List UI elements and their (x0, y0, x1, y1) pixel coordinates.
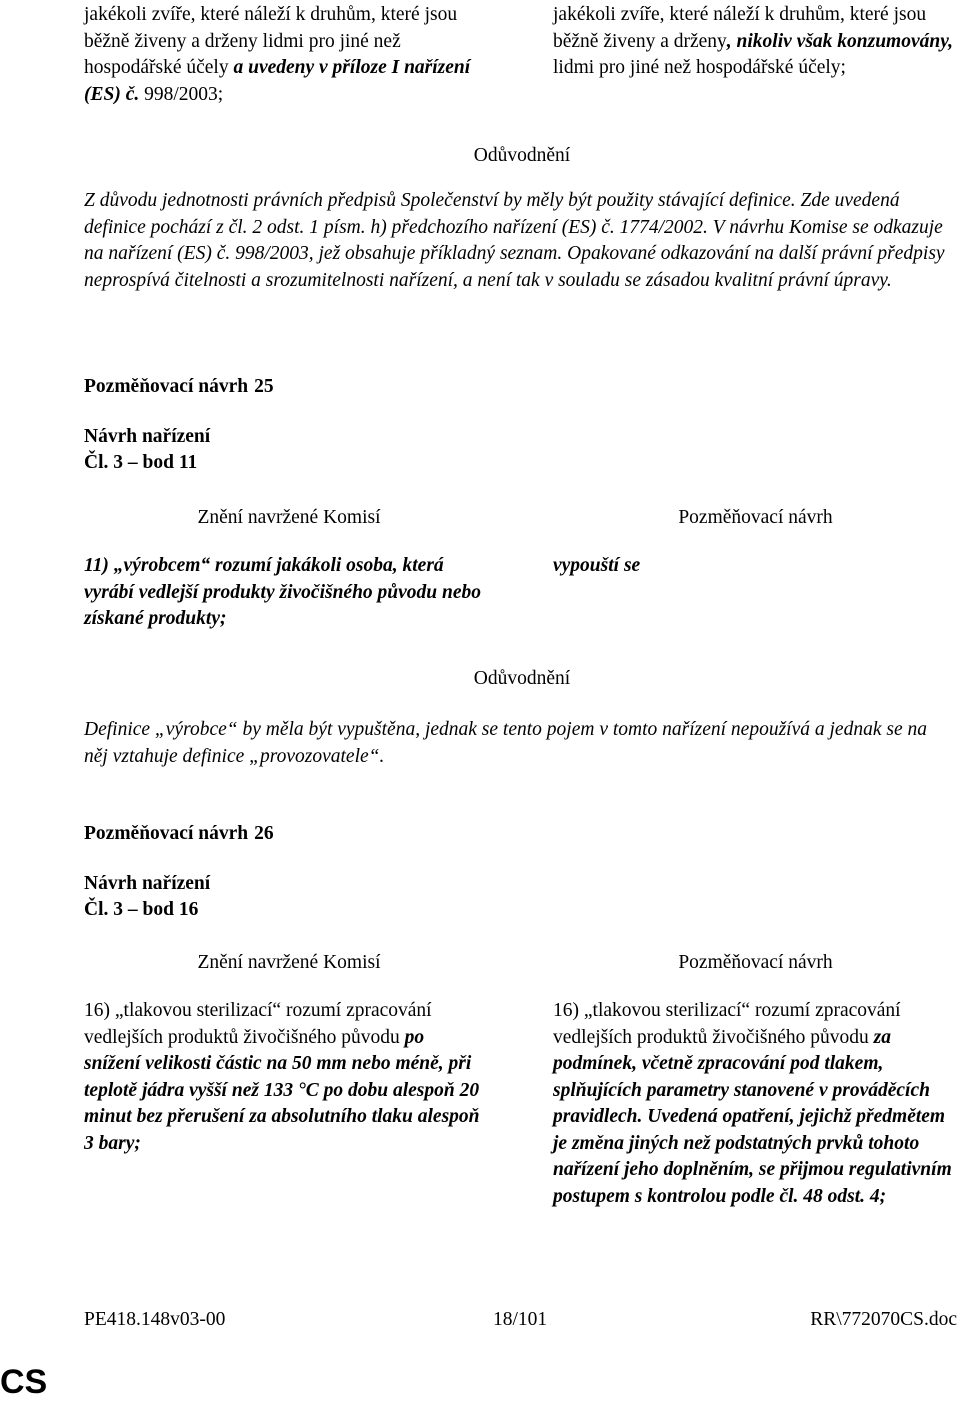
top-left-text: jakékoli zvíře, které náleží k druhům, které jsou běžně živeny a drženy lidmi pro jiné než hospodářské účely a uvedeny v příloze I nařízení (ES) č. 998/2003; (84, 4, 471, 105)
amendment-label: Pozměňovací návrh (84, 376, 249, 397)
article-reference: Čl. 3 – bod 11 (84, 452, 198, 473)
justification-text: Definice „výrobce“ by měla být vypuštěna, jednak se tento pojem v tomto nařízení nepoužívá a jednak se na něj vztahuje definice „provozovatele“. (84, 719, 927, 767)
amendment-title (84, 821, 274, 848)
top-right-text: jakékoli zvíře, které náleží k druhům, které jsou běžně živeny a drženy, nikoliv však konzumovány, lidmi pro jiné než hospodářské účely; (553, 4, 954, 78)
commission-text: 11) „výrobcem“ rozumí jakákoli osoba, která vyrábí vedlejší produkty živočišného původu nebo získané produkty; (84, 555, 482, 629)
commission-text: 16) „tlakovou sterilizací“ rozumí zpracování vedlejších produktů živočišného původu po snížení velikosti částic na 50 mm nebo méně, při teplotě jádra vyšší než 133 °C po dobu alespoň 20 minut bez přerušení za absolutního tlaku alespoň 3 bary; (84, 1000, 480, 1154)
footer-file-name: RR\772070CS.doc (810, 1309, 957, 1330)
language-code: CS (0, 1363, 48, 1401)
justification-heading: Odůvodnění (473, 145, 571, 166)
amendment-label: Pozměňovací návrh (84, 823, 249, 844)
amendment-number: 26 (254, 823, 274, 844)
proposal-title: Návrh nařízení (84, 873, 211, 894)
amendment-number: 25 (254, 376, 274, 397)
footer-page-number: 18/101 (493, 1309, 548, 1330)
amendment-title (84, 374, 274, 401)
amendment-text: 16) „tlakovou sterilizací“ rozumí zpracování vedlejších produktů živočišného původu za podmínek, včetně zpracování pod tlakem, splňujících parametry stanovené v prováděcích pravidlech. Uvedená opatření, jejichž předmětem je změna jiných než podstatných prvků tohoto nařízení jeho doplněním, se přijmou regulativním postupem s kontrolou podle čl. 48 odst. 4; (553, 1000, 952, 1207)
justification-heading: Odůvodnění (473, 668, 571, 689)
article-reference: Čl. 3 – bod 16 (84, 899, 199, 920)
amendment-text-header: Pozměňovací návrh (678, 952, 833, 973)
commission-text-header: Znění navržené Komisí (197, 507, 381, 528)
proposal-title: Návrh nařízení (84, 426, 211, 447)
amendment-text: vypouští se (553, 555, 641, 576)
commission-text-header: Znění navržené Komisí (197, 952, 381, 973)
amendment-text-header: Pozměňovací návrh (678, 507, 833, 528)
justification-text: Z důvodu jednotnosti právních předpisů Společenství by měly být použity stávající definice. Zde uvedená definice pochází z čl. 2 odst. 1 písm. h) předchozího nařízení (ES) č. 1774/2002. V návrhu Komise se odkazuje na nařízení (ES) č. 998/2003, jež obsahuje příkladný seznam. Opakované odkazování na další právní předpisy neprospívá čitelnosti a srozumitelnosti nařízení, a není tak v souladu se zásadou kvalitní právní úpravy. (84, 190, 945, 291)
footer-doc-id: PE418.148v03-00 (84, 1309, 226, 1330)
